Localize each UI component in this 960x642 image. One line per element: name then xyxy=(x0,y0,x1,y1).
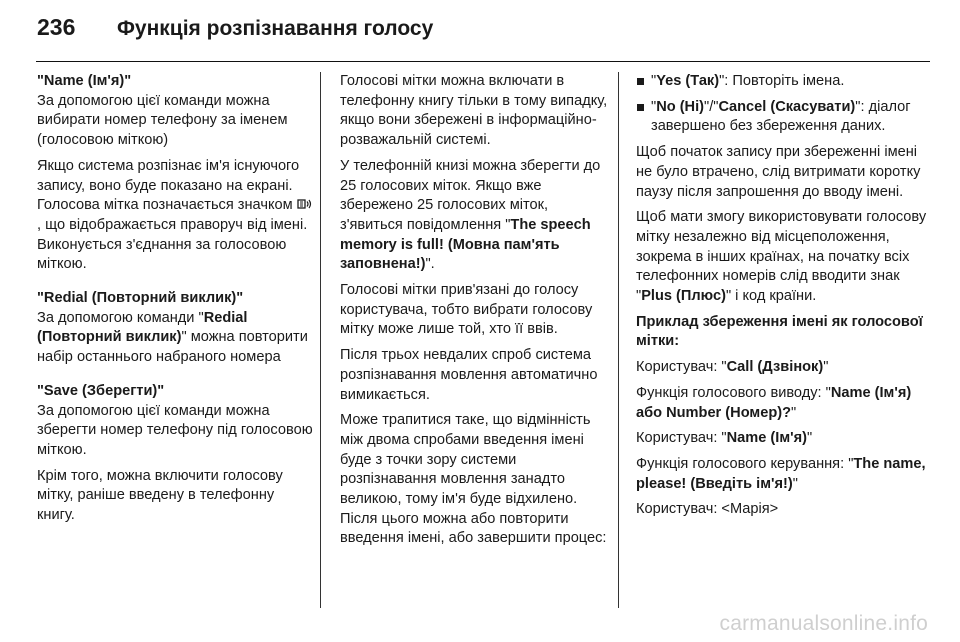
section-heading: "Save (Зберегти)" xyxy=(37,382,165,399)
paragraph: Може трапитися таке, що відмінність між двома спробами введення імені буде з точки зору системи розпізнавання мовлення занадто великою, тому ім'я буде відхилено. Після цього можна або повторити введення імені, або завершити процес: xyxy=(340,412,607,547)
paragraph: За допомогою цієї команди можна вибирати номер телефону за іменем (голосовою міткою) xyxy=(37,92,288,149)
dialog-line: Користувач: "Call (Дзвінок)" xyxy=(636,359,829,376)
paragraph: Щоб мати змогу використовувати голосову мітку незалежно від місцеположення, зокрема в інших країнах, на початку всіх телефонних номерів слід вводити знак "Plus (Плюс)" і код країни. xyxy=(636,209,927,305)
section-heading: "Redial (Повторний виклик)" xyxy=(37,290,244,307)
page-header xyxy=(37,14,433,50)
paragraph: За допомогою цієї команди можна зберегти номер телефону під голосовою міткою. xyxy=(37,402,313,458)
paragraph: Голосові мітки можна включати в телефонну книгу тільки в тому випадку, якщо вони збережені в інформаційно-розважальній системі. xyxy=(340,73,608,149)
page-title: Функція розпізнавання голосу xyxy=(117,17,434,40)
paragraph: Якщо система розпізнає ім'я існуючого запису, воно буде показано на екрані. Голосова мітка позначається значком , що відображається праворуч від імені. Виконується з'єднання за голосовою міткою. xyxy=(37,157,313,275)
example-heading: Приклад збереження імені як голосової мітки: xyxy=(636,313,923,350)
section-heading: "Name (Ім'я)" xyxy=(37,73,132,89)
column-divider xyxy=(320,72,321,608)
paragraph: Крім того, можна включити голосову мітку, раніше введену в телефонну книгу. xyxy=(37,467,283,524)
paragraph: У телефонній книзі можна зберегти до 25 голосових міток. Якщо вже збережено 25 голосових міток, з'явиться повідомлення "The speech memory is full! (Мовна пам'ять заповнена!)". xyxy=(340,157,601,273)
dialog-line: Користувач: "Name (Ім'я)" xyxy=(636,430,813,447)
column-middle xyxy=(340,72,608,549)
paragraph: Щоб початок запису при збереженні імені не було втрачено, слід витримати коротку паузу після запрошення до вводу імені. xyxy=(636,144,921,200)
list-item: "No (Ні)"/"Cancel (Скасувати)": діалог завершено без збереження даних. xyxy=(636,98,936,137)
column-divider xyxy=(618,72,619,608)
paragraph: Після трьох невдалих спроб система розпізнавання мовлення автоматично вимикається. xyxy=(340,347,598,403)
dialog-line: Користувач: <Марія> xyxy=(636,501,779,518)
header-rule xyxy=(36,61,930,62)
column-right xyxy=(636,72,936,520)
column-left xyxy=(37,72,313,526)
dialog-line: Функція голосового керування: "The name, please! (Введіть ім'я!)" xyxy=(636,455,926,492)
list-item: "Yes (Так)": Повторіть імена. xyxy=(636,72,936,92)
dialog-line: Функція голосового виводу: "Name (Ім'я) або Number (Номер)?" xyxy=(636,384,912,421)
voice-tag-icon xyxy=(297,198,312,210)
paragraph: Голосові мітки прив'язані до голосу користувача, тобто вибрати голосову мітку може лише той, хто її ввів. xyxy=(340,282,593,338)
paragraph: За допомогою команди "Redial (Повторний виклик)" можна повторити набір останнього набраного номера xyxy=(37,309,308,366)
page-number: 236 xyxy=(37,14,76,40)
watermark: carmanualsonline.info xyxy=(719,612,928,635)
